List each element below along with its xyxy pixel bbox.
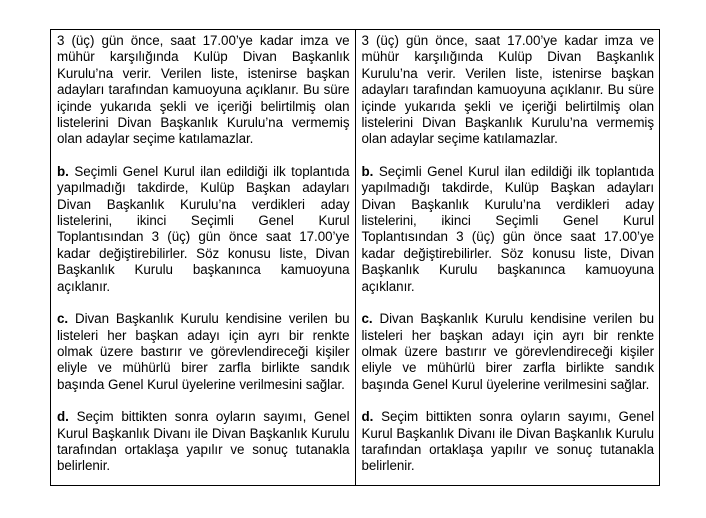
right-paragraph-b bbox=[362, 164, 655, 295]
right-column-cell bbox=[355, 30, 660, 486]
left-paragraph-intro bbox=[57, 33, 350, 148]
left-paragraph-d bbox=[57, 409, 350, 475]
paragraph-marker: d. bbox=[361, 409, 374, 425]
paragraph-text: Divan Başkanlık Kurulu kendisine verilen bu listeleri her başkan adayı için ayrı bir renkte olmak üzere bastırır ve görevlendireceği kişiler eliyle ve mühürlü birer zarfla birlikte sandık başında Genel Kurul üyelerine verilmesini sağlar. bbox=[57, 311, 350, 392]
paragraph-text: 3 (üç) gün önce, saat 17.00’ye kadar imza ve mühür karşılığında Kulüp Divan Başkanlık Kurulu’na verir. Verilen liste, istenirse başkan adayları tarafından kamuoyuna açıklanır. Bu süre içinde yukarıda şekli ve içeriği belirtilmiş olan listelerini Divan Başkanlık Kurulu’na vermemiş olan adaylar seçime katılamazlar. bbox=[361, 33, 654, 147]
left-column-cell bbox=[51, 30, 356, 486]
paragraph-text: Seçimli Genel Kurul ilan edildiği ilk toplantıda yapılmadığı takdirde, Kulüp Başkan adayları Divan Başkanlık Kurulu’na verdikleri aday listelerini, ikinci Seçimli Genel Kurul Toplantısından 3 (üç) gün önce saat 17.00’ye kadar değiştirebilirler. Söz konusu liste, Divan Başkanlık Kurulu başkanınca kamuoyuna açıklanır. bbox=[361, 163, 654, 294]
right-paragraph-intro bbox=[362, 33, 655, 148]
paragraph-text: 3 (üç) gün önce, saat 17.00’ye kadar imza ve mühür karşılığında Kulüp Divan Başkanlık Kurulu’na verir. Verilen liste, istenirse başkan adayları tarafından kamuoyuna açıklanır. Bu süre içinde yukarıda şekli ve içeriği belirtilmiş olan listelerini Divan Başkanlık Kurulu’na vermemiş olan adaylar seçime katılamazlar. bbox=[57, 33, 350, 147]
right-paragraph-c bbox=[362, 311, 655, 393]
comparison-table bbox=[50, 29, 660, 486]
paragraph-text: Divan Başkanlık Kurulu kendisine verilen bu listeleri her başkan adayı için ayrı bir renkte olmak üzere bastırır ve görevlendireceği kişiler eliyle ve mühürlü birer zarfla birlikte sandık başında Genel Kurul üyelerine verilmesini sağlar. bbox=[361, 311, 654, 392]
paragraph-text: Seçimli Genel Kurul ilan edildiği ilk toplantıda yapılmadığı takdirde, Kulüp Başkan adayları Divan Başkanlık Kurulu’na verdikleri aday listelerini, ikinci Seçimli Genel Kurul Toplantısından 3 (üç) gün önce saat 17.00’ye kadar değiştirebilirler. Söz konusu liste, Divan Başkanlık Kurulu başkanınca kamuoyuna açıklanır. bbox=[57, 163, 350, 294]
paragraph-text: Seçim bittikten sonra oyların sayımı, Genel Kurul Başkanlık Divanı ile Divan Başkanlık Kurulu tarafından ortaklaşa yapılır ve sonuç tutanakla belirlenir. bbox=[57, 409, 350, 474]
table-row bbox=[51, 30, 660, 486]
paragraph-marker: b. bbox=[57, 163, 69, 179]
left-paragraph-c bbox=[57, 311, 350, 393]
paragraph-marker: b. bbox=[361, 163, 374, 179]
left-paragraph-b bbox=[57, 164, 350, 295]
paragraph-marker: d. bbox=[57, 409, 69, 425]
paragraph-marker: c. bbox=[57, 311, 69, 327]
right-paragraph-d bbox=[362, 409, 655, 475]
paragraph-marker: c. bbox=[361, 311, 373, 327]
paragraph-text: Seçim bittikten sonra oyların sayımı, Genel Kurul Başkanlık Divanı ile Divan Başkanlık Kurulu tarafından ortaklaşa yapılır ve sonuç tutanakla belirlenir. bbox=[361, 409, 654, 474]
